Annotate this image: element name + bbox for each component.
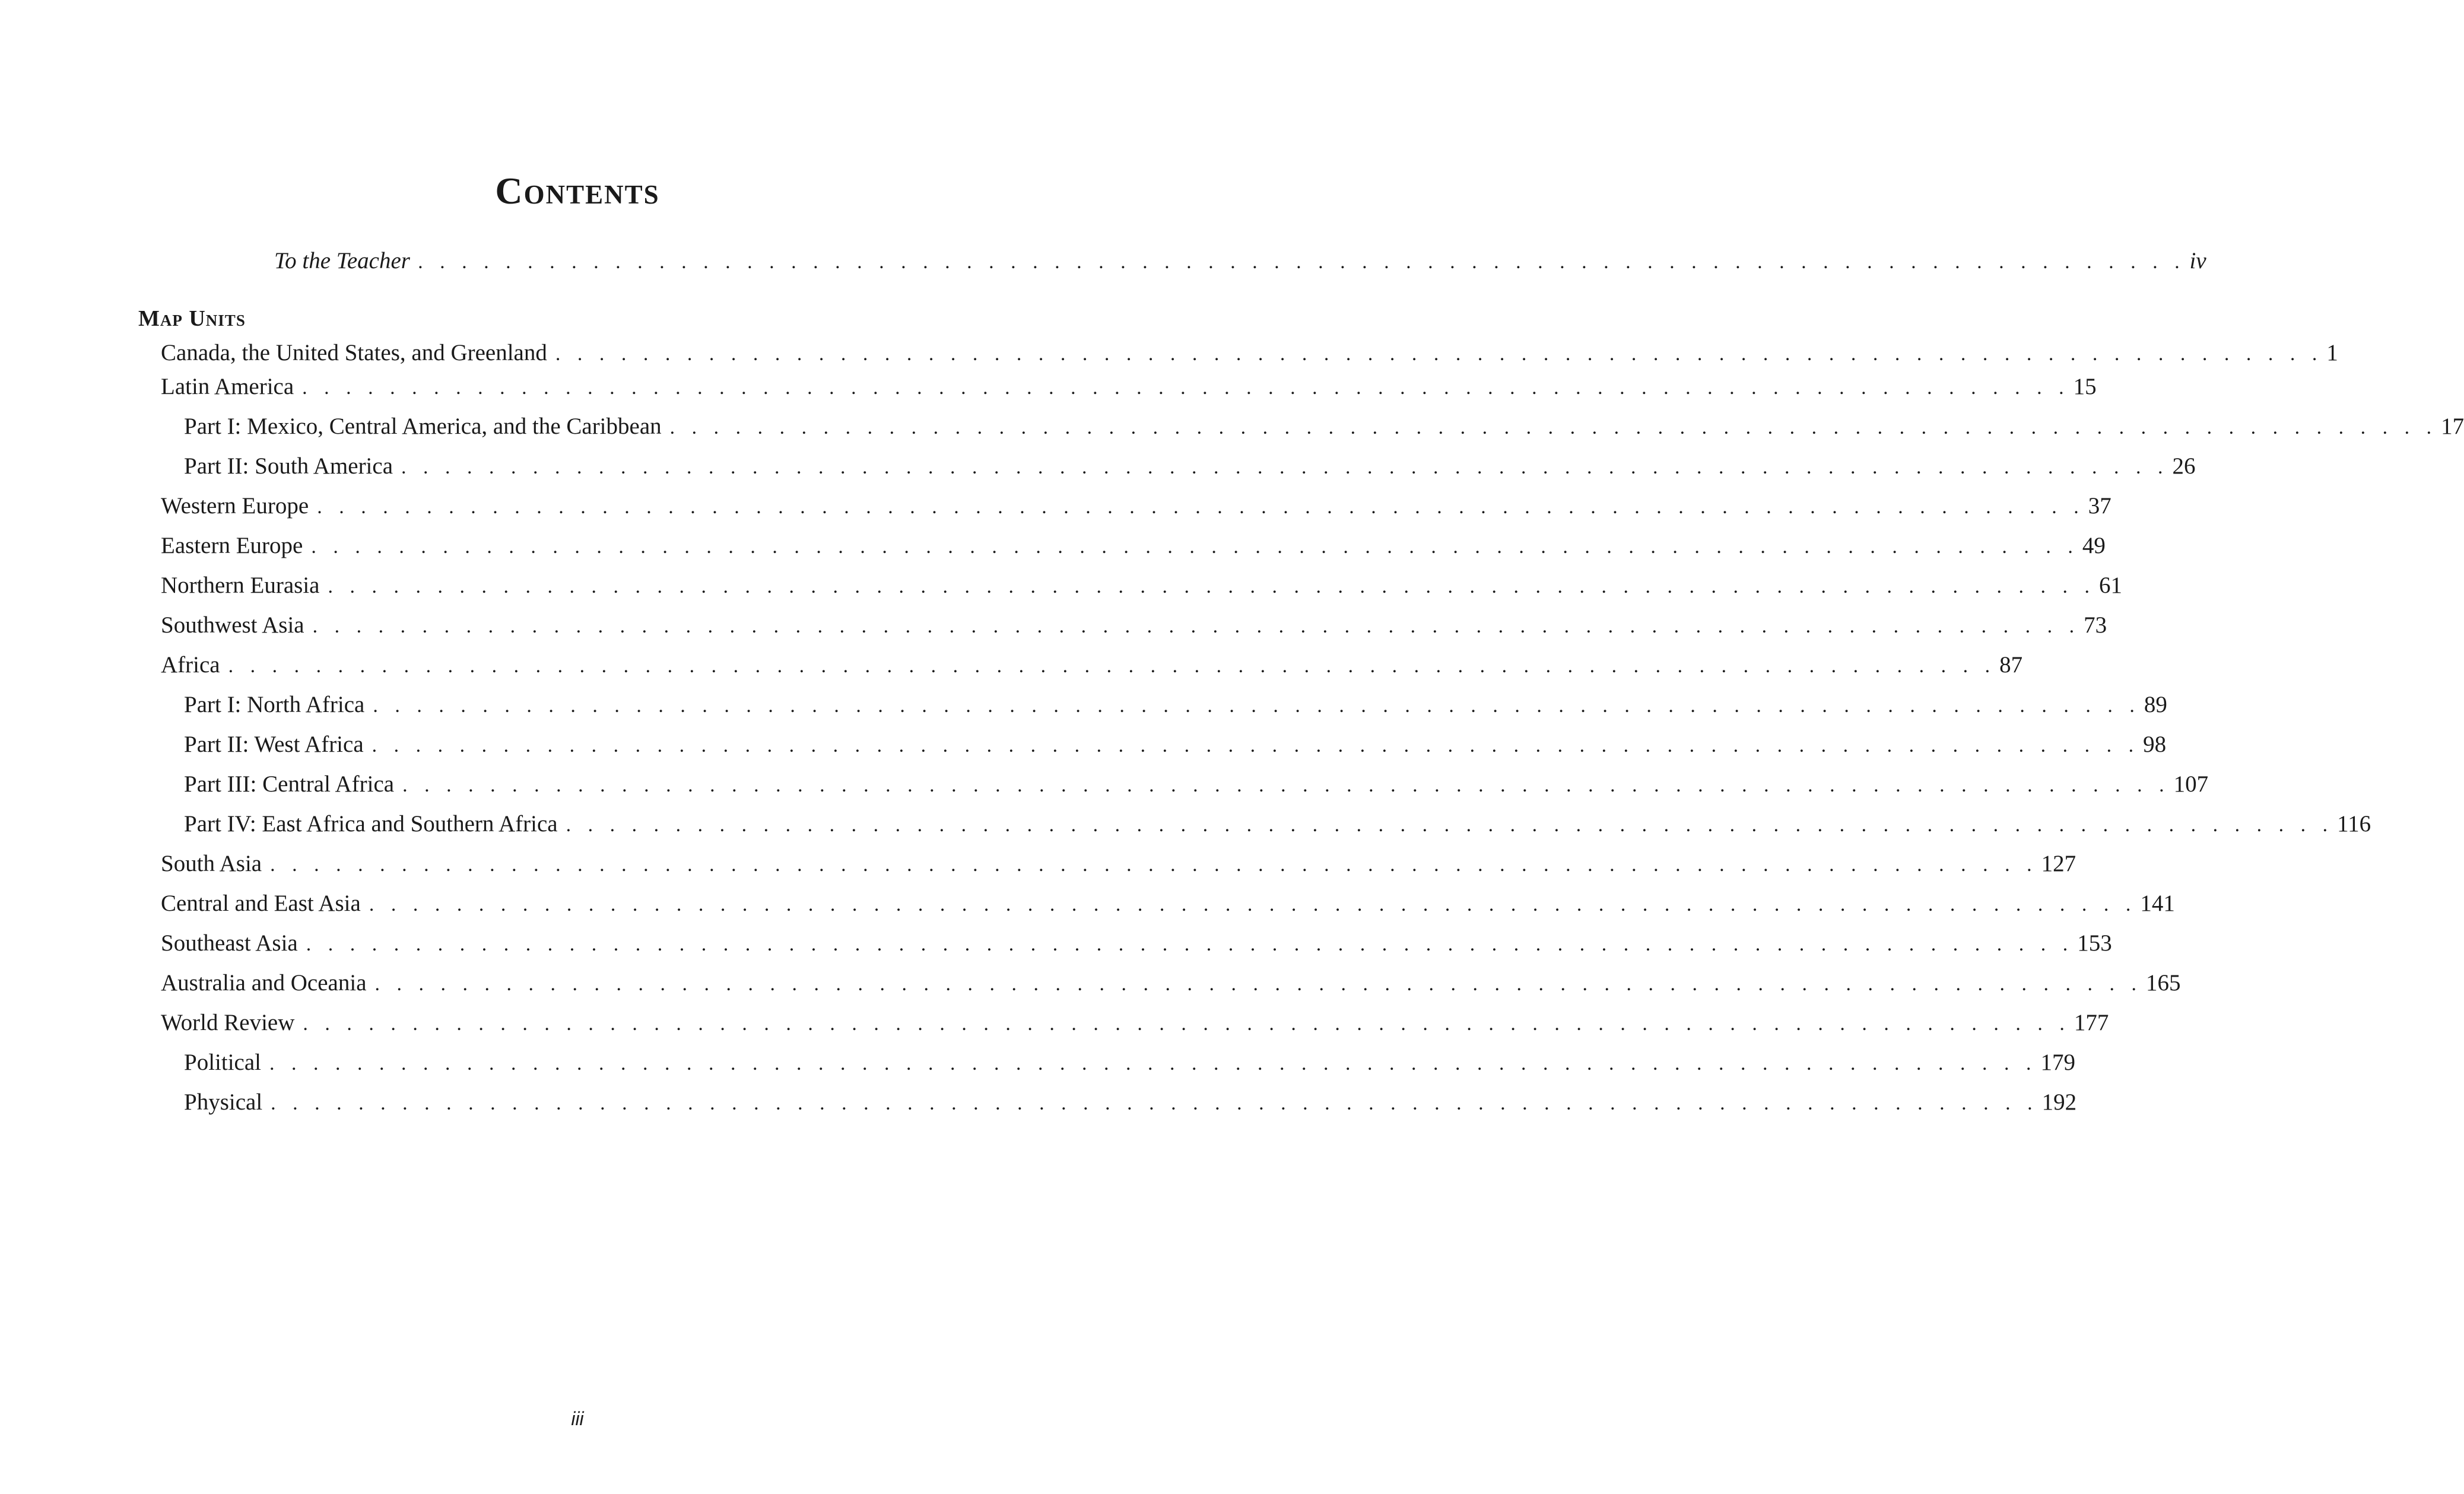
toc-entry-label: Australia and Oceania xyxy=(161,970,367,996)
toc-entry-page: 153 xyxy=(2077,930,2112,956)
toc-entry[interactable] xyxy=(161,340,2338,365)
toc-entry-page: 192 xyxy=(2041,1089,2077,1115)
toc-entry-page: 15 xyxy=(2073,374,2097,399)
toc-subentry[interactable] xyxy=(184,1050,2075,1075)
toc-entry-label: Northern Eurasia xyxy=(161,573,320,598)
toc-entry-page: iv xyxy=(2189,248,2206,274)
toc-entry-label: Western Europe xyxy=(161,493,309,519)
toc-entry-page: 98 xyxy=(2143,732,2167,757)
dot-leader: . . . . . . . . . . . . . . . . . . . . . . . . . . . . . . . . . . . . . . . . . . . . . . . . . . . . . . . . . . . . . . . . . . . . . . . . . . . . . . . . . xyxy=(228,655,1996,677)
toc-entry[interactable] xyxy=(161,573,2122,598)
toc-entry[interactable] xyxy=(161,851,2076,876)
dot-leader: . . . . . . . . . . . . . . . . . . . . . . . . . . . . . . . . . . . . . . . . . . . . . . . . . . . . . . . . . . . . . . . . . . . . . . . . . . . . . . . . . xyxy=(566,814,2334,836)
toc-entry-page: 1 xyxy=(2326,340,2338,365)
toc-entry-label: To the Teacher xyxy=(274,248,410,274)
toc-entry[interactable] xyxy=(161,612,2107,638)
dot-leader: . . . . . . . . . . . . . . . . . . . . . . . . . . . . . . . . . . . . . . . . . . . . . . . . . . . . . . . . . . . . . . . . . . . . . . . . . . . . . . . . . xyxy=(373,695,2141,717)
dot-leader: . . . . . . . . . . . . . . . . . . . . . . . . . . . . . . . . . . . . . . . . . . . . . . . . . . . . . . . . . . . . . . . . . . . . . . . . . . . . . . . . . xyxy=(669,417,2438,438)
dot-leader: . . . . . . . . . . . . . . . . . . . . . . . . . . . . . . . . . . . . . . . . . . . . . . . . . . . . . . . . . . . . . . . . . . . . . . . . . . . . . . . . . xyxy=(311,536,2079,558)
toc-entry-label: Latin America xyxy=(161,374,294,399)
dot-leader: . . . . . . . . . . . . . . . . . . . . . . . . . . . . . . . . . . . . . . . . . . . . . . . . . . . . . . . . . . . . . . . . . . . . . . . . . . . . . . . . . xyxy=(270,854,2038,876)
toc-subentry[interactable] xyxy=(184,692,2167,717)
dot-leader: . . . . . . . . . . . . . . . . . . . . . . . . . . . . . . . . . . . . . . . . . . . . . . . . . . . . . . . . . . . . . . . . . . . . . . . . . . . . . . . . . xyxy=(317,496,2085,518)
dot-leader: . . . . . . . . . . . . . . . . . . . . . . . . . . . . . . . . . . . . . . . . . . . . . . . . . . . . . . . . . . . . . . . . . . . . . . . . . . . . . . . . . xyxy=(312,615,2081,637)
toc-entry[interactable] xyxy=(161,493,2111,519)
page-title: Contents xyxy=(495,170,660,212)
toc-entry-label: Eastern Europe xyxy=(161,533,303,558)
toc-entry-page: 127 xyxy=(2041,851,2076,876)
toc-entry[interactable] xyxy=(161,533,2106,558)
toc-entry-label: World Review xyxy=(161,1010,295,1035)
toc-entry[interactable] xyxy=(161,970,2181,996)
toc-entry-page: 87 xyxy=(1999,652,2023,678)
toc-entry[interactable] xyxy=(161,891,2175,916)
toc-entry[interactable] xyxy=(161,374,2097,399)
toc-entry-label: Physical xyxy=(184,1089,263,1115)
dot-leader: . . . . . . . . . . . . . . . . . . . . . . . . . . . . . . . . . . . . . . . . . . . . . . . . . . . . . . . . . . . . . . . . . . . . . . . . . . . . . . . . . xyxy=(418,251,2186,273)
toc-entry-page: 17 xyxy=(2441,414,2464,439)
toc-subentry[interactable] xyxy=(184,453,2196,479)
dot-leader: . . . . . . . . . . . . . . . . . . . . . . . . . . . . . . . . . . . . . . . . . . . . . . . . . . . . . . . . . . . . . . . . . . . . . . . . . . . . . . . . . xyxy=(269,1053,2037,1075)
toc-entry-label: Part IV: East Africa and Southern Africa xyxy=(184,811,558,837)
toc-entry-page: 89 xyxy=(2144,692,2167,717)
dot-leader: . . . . . . . . . . . . . . . . . . . . . . . . . . . . . . . . . . . . . . . . . . . . . . . . . . . . . . . . . . . . . . . . . . . . . . . . . . . . . . . . . xyxy=(555,343,2323,365)
dot-leader: . . . . . . . . . . . . . . . . . . . . . . . . . . . . . . . . . . . . . . . . . . . . . . . . . . . . . . . . . . . . . . . . . . . . . . . . . . . . . . . . . xyxy=(271,1092,2038,1114)
toc-entry-label: Canada, the United States, and Greenland xyxy=(161,340,547,365)
toc-entry-page: 73 xyxy=(2084,612,2107,638)
toc-entry-page: 141 xyxy=(2140,891,2175,916)
toc-entry-label: Southeast Asia xyxy=(161,930,298,956)
dot-leader: . . . . . . . . . . . . . . . . . . . . . . . . . . . . . . . . . . . . . . . . . . . . . . . . . . . . . . . . . . . . . . . . . . . . . . . . . . . . . . . . . xyxy=(369,894,2137,916)
toc-entry-page: 107 xyxy=(2173,771,2209,797)
toc-entry[interactable] xyxy=(161,930,2112,956)
toc-entry-label: Part II: West Africa xyxy=(184,732,364,757)
toc-entry-page: 116 xyxy=(2337,811,2371,837)
toc-entry-page: 177 xyxy=(2074,1010,2109,1035)
toc-entry-page: 165 xyxy=(2146,970,2181,996)
toc-entry[interactable] xyxy=(161,652,2023,678)
dot-leader: . . . . . . . . . . . . . . . . . . . . . . . . . . . . . . . . . . . . . . . . . . . . . . . . . . . . . . . . . . . . . . . . . . . . . . . . . . . . . . . . . xyxy=(371,735,2140,756)
toc-entry-label: Part II: South America xyxy=(184,453,393,479)
toc-entry[interactable] xyxy=(161,1010,2109,1035)
toc-subentry[interactable] xyxy=(184,1089,2077,1115)
dot-leader: . . . . . . . . . . . . . . . . . . . . . . . . . . . . . . . . . . . . . . . . . . . . . . . . . . . . . . . . . . . . . . . . . . . . . . . . . . . . . . . . . xyxy=(328,576,2095,597)
toc-entry-label: Political xyxy=(184,1050,261,1075)
toc-subentry[interactable] xyxy=(184,771,2209,797)
page-number: iii xyxy=(571,1408,584,1429)
toc-entry-label: Part I: Mexico, Central America, and the Caribbean xyxy=(184,414,662,439)
toc-entry-page: 37 xyxy=(2088,493,2111,519)
toc-entry-page: 179 xyxy=(2040,1050,2075,1075)
toc-entry-page: 26 xyxy=(2172,453,2196,479)
toc-entry-page: 61 xyxy=(2098,573,2122,598)
toc-entry-label: Africa xyxy=(161,652,220,678)
toc-entry-page: 49 xyxy=(2082,533,2106,558)
dot-leader: . . . . . . . . . . . . . . . . . . . . . . . . . . . . . . . . . . . . . . . . . . . . . . . . . . . . . . . . . . . . . . . . . . . . . . . . . . . . . . . . . xyxy=(303,1013,2071,1035)
toc-subentry[interactable] xyxy=(184,811,2371,837)
dot-leader: . . . . . . . . . . . . . . . . . . . . . . . . . . . . . . . . . . . . . . . . . . . . . . . . . . . . . . . . . . . . . . . . . . . . . . . . . . . . . . . . . xyxy=(306,933,2074,955)
toc-entry-to-the-teacher[interactable] xyxy=(274,248,2206,274)
section-heading-map-units: Map Units xyxy=(138,306,246,331)
dot-leader: . . . . . . . . . . . . . . . . . . . . . . . . . . . . . . . . . . . . . . . . . . . . . . . . . . . . . . . . . . . . . . . . . . . . . . . . . . . . . . . . . xyxy=(302,377,2070,399)
toc-entry-label: South Asia xyxy=(161,851,262,876)
toc-entry-label: Southwest Asia xyxy=(161,612,304,638)
toc-entry-label: Part I: North Africa xyxy=(184,692,365,717)
toc-entry-label: Central and East Asia xyxy=(161,891,361,916)
toc-subentry[interactable] xyxy=(184,732,2167,757)
dot-leader: . . . . . . . . . . . . . . . . . . . . . . . . . . . . . . . . . . . . . . . . . . . . . . . . . . . . . . . . . . . . . . . . . . . . . . . . . . . . . . . . . xyxy=(402,774,2170,796)
toc-entry-label: Part III: Central Africa xyxy=(184,771,395,797)
toc-subentry[interactable] xyxy=(184,414,2464,439)
dot-leader: . . . . . . . . . . . . . . . . . . . . . . . . . . . . . . . . . . . . . . . . . . . . . . . . . . . . . . . . . . . . . . . . . . . . . . . . . . . . . . . . . xyxy=(401,456,2169,478)
dot-leader: . . . . . . . . . . . . . . . . . . . . . . . . . . . . . . . . . . . . . . . . . . . . . . . . . . . . . . . . . . . . . . . . . . . . . . . . . . . . . . . . . xyxy=(374,973,2143,995)
